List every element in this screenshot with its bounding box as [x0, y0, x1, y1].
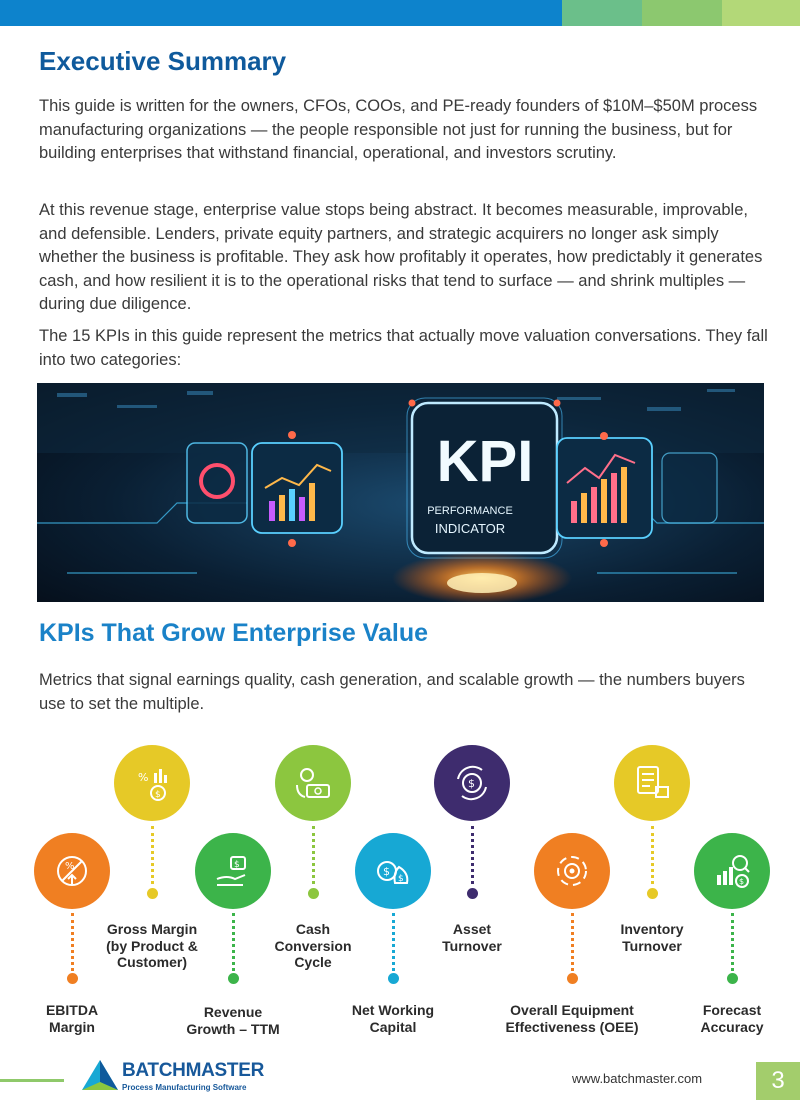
kpi-dot [308, 888, 319, 899]
dollar-refresh-icon [452, 763, 492, 803]
svg-text:$: $ [468, 777, 475, 790]
kpi-label: Forecast Accuracy [700, 1002, 764, 1035]
kpi-dot [388, 973, 399, 984]
svg-text:$: $ [234, 860, 240, 870]
kpi-section-description: Metrics that signal earnings quality, cash generation, and scalable growth — the numbers buyers use to set the multiple. [39, 671, 745, 713]
kpi-connector-line [151, 826, 154, 884]
kpi-dot [467, 888, 478, 899]
kpi-node-circle [355, 833, 431, 909]
banner-kpi-text: KPI [436, 429, 534, 494]
kpi-connector-line [471, 826, 474, 884]
executive-summary-title: Executive Summary [39, 46, 287, 76]
kpi-dot [727, 973, 738, 984]
kpi-dot [647, 888, 658, 899]
batchmaster-logo-icon [80, 1058, 120, 1094]
kpi-section-title: KPIs That Grow Enterprise Value [39, 619, 429, 647]
banner-performance-text: PERFORMANCE [427, 505, 513, 517]
footer-url[interactable]: www.batchmaster.com [572, 1071, 703, 1086]
kpi-node-circle [195, 833, 271, 909]
kpi-node-circle [275, 745, 351, 821]
kpi-label: Overall Equipment Effectiveness (OEE) [505, 1002, 639, 1035]
kpi-dot [67, 973, 78, 984]
kpi-node-circle [694, 833, 770, 909]
top-bar-segment-lime [722, 0, 800, 26]
kpi-dot [228, 973, 239, 984]
banner-indicator-text: INDICATOR [434, 521, 506, 536]
percent-arrow-icon [52, 851, 92, 891]
cash-cycle-icon [293, 763, 333, 803]
top-bar-segment-green [642, 0, 722, 26]
kpi-banner-image [37, 383, 764, 602]
svg-text:$: $ [383, 865, 390, 878]
summary-paragraph-1: This guide is written for the owners, CFOs, COOs, and PE-ready founders of $10M–$50M process manufacturing organizations — the people responsible not just for running the business, but for building enterprises that withstand financial, operational, and investors scrutiny. [39, 97, 758, 162]
forecast-chart-icon [712, 851, 752, 891]
kpi-connector-line [731, 913, 734, 971]
kpi-label: Revenue Growth – TTM [186, 1004, 280, 1037]
svg-text:%: % [138, 771, 149, 784]
footer-tagline: Process Manufacturing Software [122, 1083, 247, 1092]
footer-brand: BATCHMASTER [122, 1060, 265, 1081]
gear-cycle-icon [552, 851, 592, 891]
svg-text:$: $ [155, 790, 161, 800]
page-number: 3 [756, 1062, 800, 1100]
top-color-bar [0, 0, 800, 26]
kpi-label: Gross Margin (by Product & Customer) [106, 921, 198, 970]
summary-paragraph-2: At this revenue stage, enterprise value stops being abstract. It becomes measurable, improvable, and defensible. Lenders, private equity partners, and strategic acquirers no longer ask simply whether the business is profitable. They ask how profitably it operates, how predictably it generates cash, and how resilient it is to the operational risks that tend to surface — and shrink multiples — during due diligence. [39, 201, 763, 313]
svg-text:$: $ [398, 874, 404, 884]
kpi-label: Cash Conversion Cycle [274, 921, 352, 970]
top-bar-segment-blue [0, 0, 562, 26]
inventory-list-icon [632, 763, 672, 803]
svg-text:%: % [65, 861, 75, 872]
footer-accent-line [0, 1079, 64, 1082]
kpi-node-circle [534, 833, 610, 909]
kpi-node-circle [34, 833, 110, 909]
kpi-connector-line [71, 913, 74, 971]
kpi-connector-line [232, 913, 235, 971]
kpi-connector-line [651, 826, 654, 884]
hand-money-icon [213, 851, 253, 891]
kpi-connector-line [312, 826, 315, 884]
kpi-node-circle [114, 745, 190, 821]
kpi-node-circle [434, 745, 510, 821]
svg-text:$: $ [739, 877, 745, 886]
summary-paragraph-3: The 15 KPIs in this guide represent the metrics that actually move valuation conversations. They fall into two categories: [39, 327, 768, 369]
kpi-dot [147, 888, 158, 899]
kpi-label: Inventory Turnover [620, 921, 684, 954]
kpi-node-circle [614, 745, 690, 821]
kpi-dot [567, 973, 578, 984]
top-bar-segment-teal [562, 0, 642, 26]
kpi-connector-line [571, 913, 574, 971]
chart-coin-icon [132, 763, 172, 803]
kpi-connector-line [392, 913, 395, 971]
money-bags-icon [373, 851, 413, 891]
kpi-label: EBITDA Margin [45, 1002, 99, 1035]
kpi-label: Net Working Capital [351, 1002, 435, 1035]
kpi-label: Asset Turnover [442, 921, 502, 954]
